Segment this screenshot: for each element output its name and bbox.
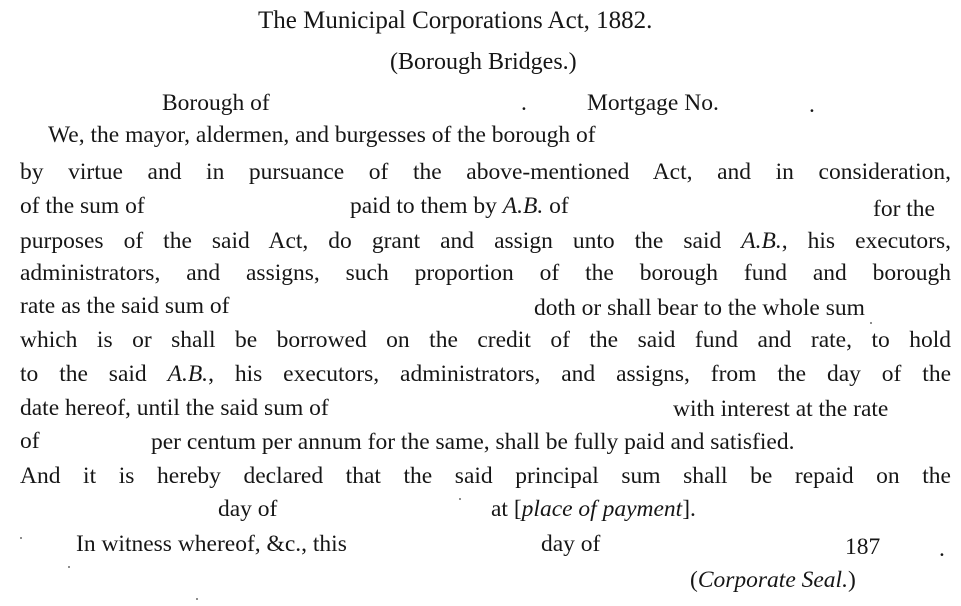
body-line-7: which is or shall be borrowed on the credit of the said fund and rate, to hold (20, 327, 951, 353)
body-line-12-place: at [place of payment]. (491, 496, 696, 522)
body-line-2-text: by virtue and in pursuance of the above-mentioned Act, and in consideration, (20, 159, 951, 185)
scan-speck (196, 598, 198, 600)
witness-clause: In witness whereof, &c., this (76, 531, 347, 557)
party-ab: A.B. (502, 193, 544, 219)
party-ab: A.B. (741, 228, 782, 254)
body-line-9-end: with interest at the rate (673, 396, 889, 422)
body-line-8: to the said A.B., his executors, administrators, and assigns, from the day of the (20, 361, 952, 387)
body-line-1: We, the mayor, aldermen, and burgesses of the borough of (48, 122, 596, 148)
witness-dot: . (939, 536, 945, 562)
body-line-10-end: per centum per annum for the same, shall be fully paid and satisfied. (151, 429, 795, 455)
scan-speck (870, 322, 872, 324)
body-line-4: purposes of the said Act, do grant and assign unto the said A.B., his executors, (20, 228, 952, 254)
place-of-payment: place of payment (521, 496, 683, 522)
body-line-3-paid-to: paid to them by A.B. of (350, 193, 569, 219)
body-line-9-start: date hereof, until the said sum of (20, 395, 329, 421)
body-line-3-sum-label: of the sum of (20, 193, 145, 219)
corporate-seal: (Corporate Seal.) (690, 567, 856, 593)
borough-label: Borough of (162, 90, 270, 116)
body-line-12-day-of: day of (218, 496, 278, 522)
party-ab: A.B. (167, 361, 209, 387)
body-line-2 (20, 157, 951, 187)
scan-speck (68, 566, 70, 568)
scan-speck (20, 537, 22, 539)
witness-year: 187 (845, 534, 881, 560)
body-line-11: And it is hereby declared that the said principal sum shall be repaid on the (20, 463, 951, 489)
scan-speck (459, 498, 461, 500)
mortgage-label: Mortgage No. (587, 90, 719, 116)
mortgage-dot: . (809, 92, 815, 118)
body-line-6-start: rate as the said sum of (20, 293, 230, 319)
witness-day-of: day of (541, 531, 601, 557)
body-line-10-of: of (20, 428, 40, 454)
body-line-5: administrators, and assigns, such proportion of the borough fund and borough (20, 260, 951, 286)
body-line-3-end: for the (873, 196, 935, 222)
document-title: The Municipal Corporations Act, 1882. (258, 7, 653, 34)
body-line-6-end: doth or shall bear to the whole sum (534, 295, 865, 321)
document-subtitle: (Borough Bridges.) (390, 49, 577, 75)
borough-dot: . (521, 90, 527, 116)
